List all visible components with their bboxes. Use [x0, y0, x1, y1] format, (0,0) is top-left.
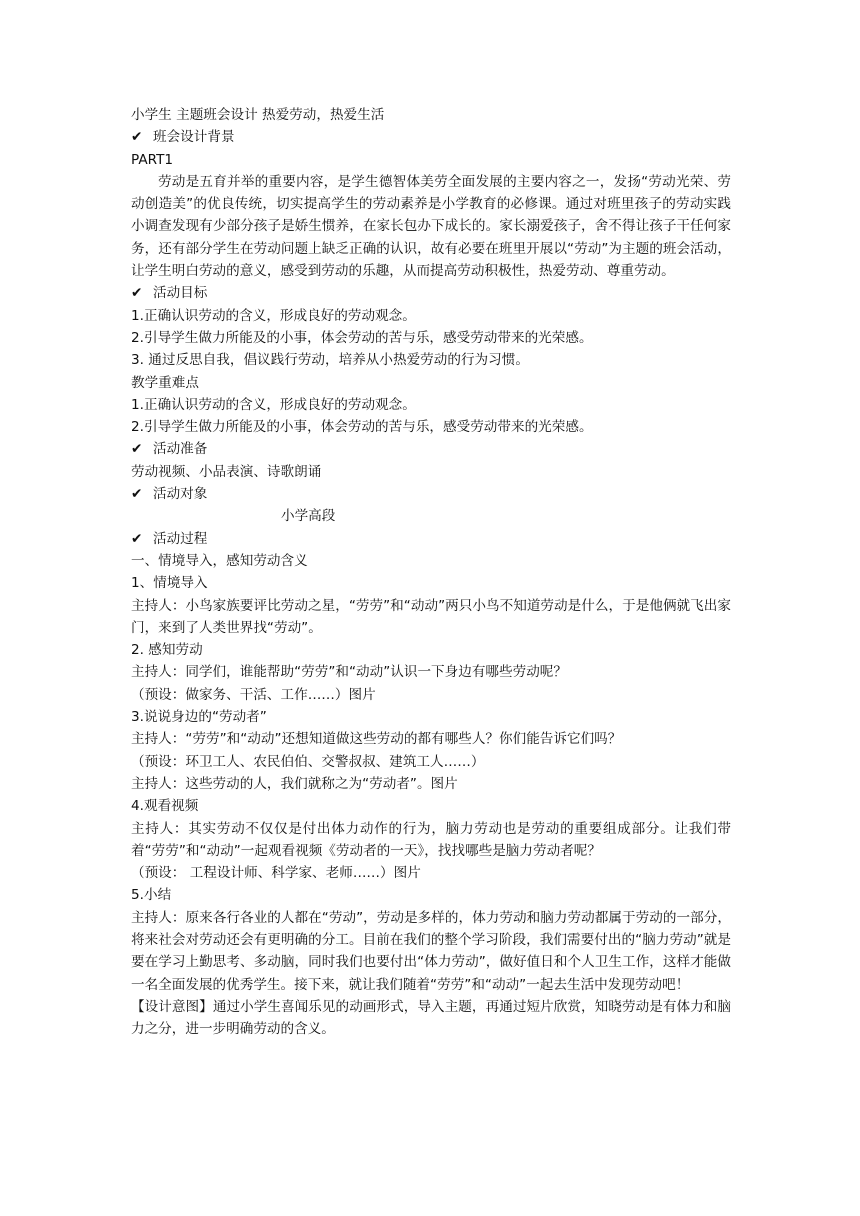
- section-heading-goals: [131, 282, 731, 304]
- step-line: （预设： 工程设计师、科学家、老师……）图片: [131, 865, 421, 882]
- target-text: 小学高段: [281, 508, 336, 525]
- step-line: 主持人：“劳劳”和“动动”还想知道做这些劳动的都有哪些人？你们能告诉它们吗？: [131, 731, 622, 748]
- step-title: 3.说说身边的“劳动者”: [131, 709, 267, 726]
- section-heading-label: 活动过程: [153, 530, 208, 547]
- section-heading-process: [131, 528, 731, 550]
- step-title: 5.小结: [131, 887, 172, 904]
- step-paragraph: 主持人：小鸟家族要评比劳动之星，“劳劳”和“动动”两只小鸟不知道劳动是什么，于是他俩就飞出家门，来到了人类世界找“劳动”。: [131, 597, 731, 636]
- section-heading-label: 班会设计背景: [153, 129, 235, 146]
- section-heading-target: [131, 483, 731, 505]
- step-line: 主持人：同学们，谁能帮助“劳劳”和“动动”认识一下身边有哪些劳动呢？: [131, 664, 567, 681]
- section-heading-prep: [131, 438, 731, 460]
- document-body: [131, 104, 731, 1040]
- document-title: 小学生 主题班会设计 热爱劳动，热爱生活: [131, 107, 385, 123]
- part-label: PART1: [131, 151, 174, 168]
- check-icon: ✔: [131, 285, 143, 302]
- section-heading-background: [131, 126, 731, 148]
- section-heading-label: 活动对象: [153, 486, 208, 503]
- step-paragraph: 主持人：其实劳动不仅仅是付出体力动作的行为，脑力劳动也是劳动的重要组成部分。让我们带着“劳劳”和“动动”一起观看视频《劳动者的一天》，找找哪些是脑力劳动者呢？: [131, 820, 731, 859]
- key-point-item: 2.引导学生做力所能及的小事，体会劳动的苦与乐，感受劳动带来的光荣感。: [131, 419, 593, 436]
- step-title: 2. 感知劳动: [131, 642, 203, 659]
- step-title: 1、情境导入: [131, 575, 208, 592]
- check-icon: ✔: [131, 530, 143, 547]
- step-paragraph: 主持人：原来各行各业的人都在“劳动”，劳动是多样的，体力劳动和脑力劳动都属于劳动的一部分，将来社会对劳动还会有更明确的分工。目前在我们的整个学习阶段，我们需要付出的“脑力劳动”就是要在学习上勤思考、多动脑，同时我们也要付出“体力劳动”，做好值日和个人卫生工作，这样才能做一名全面发展的优秀学生。接下来，就让我们随着“劳劳”和“动动”一起去生活中发现劳动吧！: [131, 909, 731, 993]
- design-intent-paragraph: 【设计意图】通过小学生喜闻乐见的动画形式，导入主题，再通过短片欣赏，知晓劳动是有体力和脑力之分，进一步明确劳动的含义。: [131, 998, 731, 1038]
- process-part-title: 一、情境导入，感知劳动含义: [131, 552, 308, 569]
- prep-text: 劳动视频、小品表演、诗歌朗诵: [131, 463, 322, 480]
- check-icon: ✔: [131, 129, 143, 146]
- section-heading-label: 活动准备: [153, 441, 208, 458]
- background-paragraph: 劳动是五育并举的重要内容，是学生德智体美劳全面发展的主要内容之一，发扬“劳动光荣、劳动创造美”的优良传统，切实提高学生的劳动素养是小学教育的必修课。通过对班里孩子的劳动实践小调查发现有少部分孩子是娇生惯养，在家长包办下成长的。家长溺爱孩子，舍不得让孩子干任何家务，还有部分学生在劳动问题上缺乏正确的认识，故有必要在班里开展以“劳动”为主题的班会活动，让学生明白劳动的意义，感受到劳动的乐趣，从而提高劳动积极性，热爱劳动、尊重劳动。: [131, 173, 731, 280]
- key-points-heading: 教学重难点: [131, 374, 199, 391]
- step-line: 主持人：这些劳动的人，我们就称之为“劳动者”。图片: [131, 775, 458, 792]
- goal-item: 3. 通过反思自我，倡议践行劳动，培养从小热爱劳动的行为习惯。: [131, 352, 529, 369]
- check-icon: ✔: [131, 486, 143, 503]
- goal-item: 1.正确认识劳动的含义，形成良好的劳动观念。: [131, 307, 416, 324]
- check-icon: ✔: [131, 441, 143, 458]
- step-line: （预设：做家务、干活、工作……）图片: [131, 686, 376, 703]
- key-point-item: 1.正确认识劳动的含义，形成良好的劳动观念。: [131, 396, 416, 413]
- section-heading-label: 活动目标: [153, 285, 208, 302]
- goal-item: 2.引导学生做力所能及的小事，体会劳动的苦与乐，感受劳动带来的光荣感。: [131, 329, 593, 346]
- step-line: （预设：环卫工人、农民伯伯、交警叔叔、建筑工人……）: [131, 753, 485, 770]
- step-title: 4.观看视频: [131, 798, 199, 815]
